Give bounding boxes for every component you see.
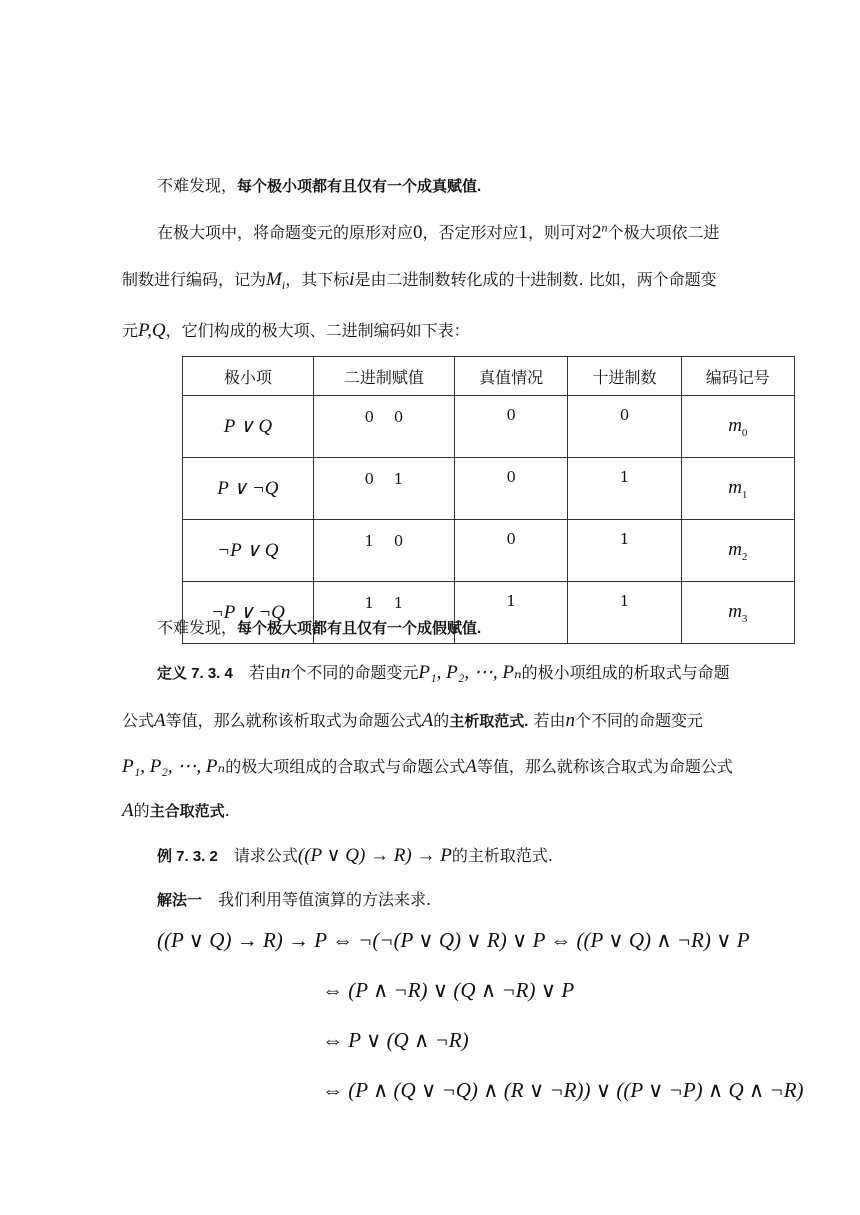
- note-bold: 每个极大项都有且仅有一个成假赋值.: [237, 620, 482, 637]
- text: ，其下标: [285, 270, 350, 289]
- note-bold: 每个极小项都有且仅有一个成真赋值.: [237, 178, 482, 195]
- cell-decimal: 1: [568, 458, 681, 520]
- cell-expr: P ∨ Q: [183, 396, 314, 458]
- equation-line: ((P ∨ Q) → R) → P ⇔ ¬(¬(P ∨ Q) ∨ R) ∨ P ⇔ ((P ∨ Q) ∧ ¬R) ∨ P: [157, 928, 750, 952]
- text: 若由: [528, 711, 566, 730]
- header-cell: 极小项: [183, 357, 314, 396]
- definition-line-4: [122, 798, 230, 822]
- note-lead: 不难发现，: [157, 176, 238, 195]
- cell-expr: ¬P ∨ Q: [183, 520, 314, 582]
- code-sub: 3: [741, 612, 748, 625]
- cell-decimal: 1: [568, 520, 681, 582]
- text: 个极大项依二进: [607, 223, 720, 242]
- cell-truth: 0: [455, 520, 568, 582]
- solution-text: 我们利用等值演算的方法来求.: [218, 890, 432, 909]
- text: 请求公式: [233, 846, 298, 865]
- term-table: [182, 356, 795, 644]
- code-sub: 1: [741, 488, 748, 501]
- code-letter: m: [728, 600, 742, 622]
- symbol-A: A: [421, 710, 434, 731]
- symbol-pq: P,Q: [138, 320, 166, 341]
- definition-line-1: [157, 660, 730, 684]
- table-row: [183, 520, 795, 582]
- text: 在极大项中，将命题变元的原形对应: [157, 223, 414, 242]
- power-base: 2: [592, 222, 602, 243]
- paragraph-table-intro: [122, 318, 470, 342]
- cell-truth: 0: [455, 458, 568, 520]
- cell-binary: 1 1: [313, 582, 454, 644]
- cell-expr: ¬P ∨ ¬Q: [183, 582, 314, 644]
- symbol-vars: P₁, P₂, ⋯, Pₙ: [418, 662, 522, 683]
- text: 个不同的命题变元: [290, 663, 419, 682]
- symbol-i: i: [349, 269, 355, 290]
- code-letter: m: [728, 476, 742, 498]
- header-cell: 十进制数: [568, 357, 681, 396]
- equation-line: ⇔ (P ∧ (Q ∨ ¬Q) ∧ (R ∨ ¬R)) ∨ ((P ∨ ¬P) ∧ Q ∧ ¬R): [322, 1078, 804, 1102]
- term-pdnf: 主析取范式.: [449, 713, 529, 730]
- example-formula: ((P ∨ Q) → R) → P: [297, 845, 452, 866]
- cell-binary: 0 1: [313, 458, 454, 520]
- text: 元: [122, 321, 139, 340]
- cell-code: [681, 458, 794, 520]
- text: 的主析取范式.: [451, 846, 553, 865]
- text: 的: [133, 801, 150, 820]
- digit-one: 1: [518, 222, 529, 243]
- example-line: [157, 843, 553, 867]
- paragraph-minterm-note: [157, 173, 481, 196]
- table-header-row: [183, 357, 795, 396]
- cell-truth: 0: [455, 396, 568, 458]
- digit-zero: 0: [413, 222, 423, 243]
- symbol-n: n: [565, 710, 576, 731]
- table-row: [183, 396, 795, 458]
- text: ，则可对: [528, 223, 593, 242]
- cell-code: [681, 396, 794, 458]
- text: ，否定形对应: [422, 223, 519, 242]
- paragraph-encoding: [122, 267, 717, 293]
- definition-line-2: [122, 708, 703, 732]
- text: 的极小项组成的析取式与命题: [521, 663, 730, 682]
- symbol-sub: i: [281, 278, 286, 293]
- power-exp: n: [601, 220, 608, 235]
- symbol-vars: P₁, P₂, ⋯, Pₙ: [122, 756, 226, 777]
- table-row: [183, 458, 795, 520]
- cell-binary: 1 0: [313, 520, 454, 582]
- cell-decimal: 1: [568, 582, 681, 644]
- text: 的极大项组成的合取式与命题公式: [225, 757, 466, 776]
- symbol-n: n: [280, 662, 291, 683]
- code-sub: 0: [741, 426, 748, 439]
- header-cell: 编码记号: [681, 357, 794, 396]
- code-letter: m: [728, 414, 742, 436]
- cell-binary: 0 0: [313, 396, 454, 458]
- symbol-A: A: [465, 756, 477, 777]
- solution-line: [157, 887, 431, 910]
- term-pcnf: 主合取范式: [149, 803, 225, 820]
- cell-decimal: 0: [568, 396, 681, 458]
- cell-code: [681, 520, 794, 582]
- definition-line-3: [122, 754, 733, 778]
- cell-code: [681, 582, 794, 644]
- text: 是由二进制数转化成的十进制数. 比如，两个命题变: [354, 270, 717, 289]
- equation-line: ⇔ P ∨ (Q ∧ ¬R): [322, 1028, 469, 1052]
- text: 的: [433, 711, 450, 730]
- code-sub: 2: [741, 550, 748, 563]
- paragraph-maxterm-intro: [157, 220, 720, 244]
- definition-label: 定义 7. 3. 4: [157, 665, 233, 682]
- text: 等值，那么就称该合取式为命题公式: [476, 757, 733, 776]
- header-cell: 真值情况: [455, 357, 568, 396]
- text: 公式: [122, 711, 155, 730]
- text: 个不同的命题变元: [575, 711, 704, 730]
- text: 若由: [248, 663, 281, 682]
- symbol-A: A: [122, 800, 134, 821]
- note-lead: 不难发现，: [157, 618, 238, 637]
- paragraph-maxterm-note: [157, 615, 481, 638]
- equation-line: ⇔ (P ∧ ¬R) ∨ (Q ∧ ¬R) ∨ P: [322, 978, 575, 1002]
- cell-truth: 1: [455, 582, 568, 644]
- text: 等值，那么就称该析取式为命题公式: [165, 711, 422, 730]
- text: ，它们构成的极大项、二进制编码如下表：: [165, 321, 470, 340]
- text: .: [224, 801, 230, 820]
- code-letter: m: [728, 538, 742, 560]
- symbol-A: A: [154, 710, 166, 731]
- text: 制数进行编码，记为: [122, 270, 267, 289]
- symbol-M: M: [266, 269, 282, 290]
- header-cell: 二进制赋值: [313, 357, 454, 396]
- example-label: 例 7. 3. 2: [157, 848, 218, 865]
- cell-expr: P ∨ ¬Q: [183, 458, 314, 520]
- solution-label: 解法一: [157, 892, 203, 909]
